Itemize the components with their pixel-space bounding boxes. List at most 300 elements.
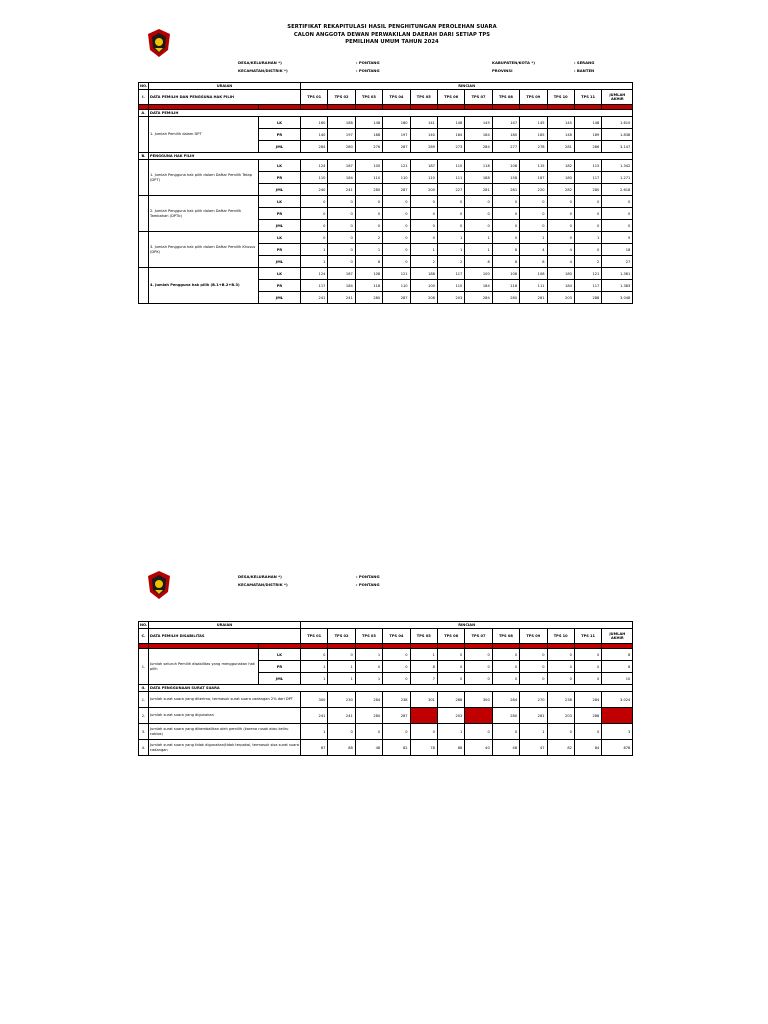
tps-value: 140 [301, 129, 328, 141]
tps-value: 286 [574, 141, 601, 153]
row-label: 1. Jumlah Pengguna hak pilih dalam Daftar Pemilih Tetap (DPT) [149, 160, 259, 196]
tps-value: 124 [301, 160, 328, 172]
section-no: I. [139, 90, 149, 105]
tps-value: 281 [492, 184, 519, 196]
kpu-logo-icon [146, 28, 172, 58]
tps-value: 0 [383, 661, 410, 673]
tps-value: 0 [410, 208, 437, 220]
header-jumlah-akhir: JUMLAH AKHIR [602, 629, 633, 644]
header-jumlah-akhir: JUMLAH AKHIR [602, 90, 633, 105]
tps-value: 8 [355, 256, 382, 268]
tps-value: 238 [383, 692, 410, 708]
tps-value: 0 [520, 649, 547, 661]
tps-value: 124 [301, 268, 328, 280]
tps-value: 0 [574, 196, 601, 208]
tps-value: 287 [383, 184, 410, 196]
row-label: Jumlah surat suara yang diterima, termasuk surat suara cadangan 2% dari DPT [149, 692, 301, 708]
tps-value: 0 [465, 208, 492, 220]
gender-label: JML [259, 256, 301, 268]
total-value: 9 [602, 232, 633, 244]
section-no: II. [139, 685, 149, 692]
provinsi-value: : BANTEN [574, 68, 595, 73]
tps-value: 1 [301, 256, 328, 268]
total-value: 1.381 [602, 268, 633, 280]
tps-value: 84 [574, 740, 601, 756]
section-row [139, 153, 633, 160]
row-no: 2. [139, 708, 149, 724]
gender-label: JML [259, 220, 301, 232]
tps-value: 0 [465, 220, 492, 232]
tps-value: 2 [355, 232, 382, 244]
tps-value: 0 [328, 208, 355, 220]
gender-label: PR [259, 208, 301, 220]
tps-value: 0 [492, 673, 519, 685]
tps-value: 108 [492, 160, 519, 172]
tps-value: 1 [465, 244, 492, 256]
tps-value: 0 [410, 220, 437, 232]
tps-value: 1 [301, 724, 328, 740]
row-no [139, 196, 149, 232]
header-tps: TPS 02 [328, 90, 355, 105]
tps-value: 288 [574, 708, 601, 724]
tps-value: 8 [465, 256, 492, 268]
tps-value: 0 [355, 220, 382, 232]
tps-value: 184 [465, 280, 492, 292]
row-label: 4. Jumlah Pengguna hak pilih (B.1+B.2+B.3) [149, 268, 259, 304]
tps-value: 0 [547, 649, 574, 661]
gender-label: LK [259, 232, 301, 244]
tps-value: 4 [520, 244, 547, 256]
tps-value: 0 [355, 196, 382, 208]
tps-value: 1 [520, 724, 547, 740]
total-value: 18 [602, 244, 633, 256]
tps-value: 0 [328, 649, 355, 661]
header-row [139, 622, 633, 629]
tps-value: 110 [383, 172, 410, 184]
tps-value: 281 [465, 184, 492, 196]
tps-value: 82 [383, 740, 410, 756]
tps-value: 0 [465, 661, 492, 673]
tps-value: 281 [547, 141, 574, 153]
tps-value: 110 [383, 280, 410, 292]
total-value: 27 [602, 256, 633, 268]
gender-label: JML [259, 184, 301, 196]
data-row [139, 232, 633, 244]
tps-value: 88 [437, 740, 464, 756]
row-label: 1. Jumlah Pemilih dalam DPT [149, 117, 259, 153]
tps-value: 0 [328, 232, 355, 244]
tps-value: 241 [301, 708, 328, 724]
tps-value: 0 [520, 661, 547, 673]
tps-value: 0 [383, 649, 410, 661]
header-tps: TPS 03 [355, 629, 382, 644]
header-tps: TPS 03 [355, 90, 382, 105]
header-no: NO. [140, 623, 148, 627]
tps-value: 200 [410, 184, 437, 196]
tps-value: 280 [355, 292, 382, 304]
data-row [139, 649, 633, 661]
tps-value: 108 [355, 268, 382, 280]
tps-value: 284 [301, 141, 328, 153]
total-value: 678 [602, 740, 633, 756]
tps-value: 110 [301, 172, 328, 184]
tps-value: 118 [492, 280, 519, 292]
tps-value: 240 [301, 184, 328, 196]
tps-value: 117 [574, 280, 601, 292]
tps-value: 184 [328, 280, 355, 292]
tps-value: 1 [301, 661, 328, 673]
tps-value: 197 [383, 129, 410, 141]
row-label: 3. Jumlah Pengguna hak pilih dalam Daftar Pemilih Khusus (DPK) [149, 232, 259, 268]
tps-value: 0 [574, 724, 601, 740]
desa-label: DESA/KELURAHAN *) [238, 60, 282, 65]
tps-value: 2 [437, 256, 464, 268]
tps-value: 0 [383, 232, 410, 244]
tps-value: 0 [492, 649, 519, 661]
desa-value: : PONTANG [356, 60, 380, 65]
kecamatan-label: KECAMATAN/DISTRIK *) [238, 582, 288, 587]
tps-value: 280 [492, 292, 519, 304]
header-tps: TPS 07 [465, 90, 492, 105]
gender-label: JML [259, 673, 301, 685]
tps-value: 287 [383, 141, 410, 153]
tps-value: 78 [410, 740, 437, 756]
gender-label: PR [259, 172, 301, 184]
row-no [139, 268, 149, 304]
tps-value: 8 [410, 661, 437, 673]
tps-value: 184 [328, 172, 355, 184]
tps-value: 0 [437, 673, 464, 685]
tps-value: 238 [547, 692, 574, 708]
total-value: 3.024 [602, 692, 633, 708]
gender-label: LK [259, 268, 301, 280]
header-row [139, 83, 633, 90]
header-tps: TPS 02 [328, 629, 355, 644]
section-row [139, 110, 633, 117]
tps-value: 115 [520, 160, 547, 172]
tps-value: 48 [492, 740, 519, 756]
kecamatan-value: : PONTANG [356, 68, 380, 73]
tps-value: 284 [574, 692, 601, 708]
section-row [139, 685, 633, 692]
tps-value: 184 [547, 280, 574, 292]
tps-value: 188 [355, 129, 382, 141]
tps-value: 0 [301, 220, 328, 232]
data-row [139, 160, 633, 172]
header-tps: TPS 07 [465, 629, 492, 644]
tps-value: 1 [355, 673, 382, 685]
kecamatan-value: : PONTANG [356, 582, 380, 587]
tps-value: 0 [301, 232, 328, 244]
header-tps: TPS 05 [410, 629, 437, 644]
tps-value: 40 [465, 740, 492, 756]
tps-value: 1 [355, 244, 382, 256]
tps-value: 111 [437, 172, 464, 184]
tps-value: 0 [520, 673, 547, 685]
tps-value: 273 [437, 141, 464, 153]
tps-value: 0 [328, 244, 355, 256]
header-tps: TPS 09 [520, 90, 547, 105]
tps-value: 1 [465, 232, 492, 244]
tps-value: 187 [410, 160, 437, 172]
tps-value: 1 [574, 232, 601, 244]
total-value: 1.610 [602, 117, 633, 129]
tps-value: 108 [492, 268, 519, 280]
total-value: 1.383 [602, 280, 633, 292]
tps-value: 100 [410, 280, 437, 292]
tps-value: 208 [410, 708, 437, 724]
tps-value: 0 [301, 649, 328, 661]
tps-value: 121 [574, 268, 601, 280]
tps-value: 0 [437, 208, 464, 220]
data-row [139, 268, 633, 280]
page-2 [0, 560, 768, 800]
tps-value: 288 [574, 292, 601, 304]
tps-value: 1 [437, 244, 464, 256]
row-no [139, 232, 149, 268]
tps-value: 7 [410, 673, 437, 685]
tps-value: 148 [547, 129, 574, 141]
tps-value: 0 [574, 220, 601, 232]
tps-value: 230 [328, 692, 355, 708]
total-value: 3 [602, 724, 633, 740]
tps-value: 241 [301, 292, 328, 304]
tps-value: 0 [547, 673, 574, 685]
header-rincian: RINCIAN [301, 622, 633, 629]
tps-value: 4 [547, 256, 574, 268]
tps-value: 278 [520, 141, 547, 153]
gender-label: JML [259, 292, 301, 304]
header-tps: TPS 11 [574, 629, 601, 644]
gender-label: LK [259, 117, 301, 129]
tps-value: 0 [410, 232, 437, 244]
tps-value: 0 [328, 220, 355, 232]
tps-value: 0 [410, 724, 437, 740]
tps-value: 284 [355, 692, 382, 708]
tps-value: 0 [492, 724, 519, 740]
surat-row [139, 740, 633, 756]
recap-table-1 [138, 82, 633, 304]
tps-value: 0 [355, 208, 382, 220]
tps-value: 188 [410, 268, 437, 280]
kabupaten-value: : SERANG [574, 60, 595, 65]
header-uraian: URAIAN [149, 83, 301, 90]
tps-value: 8 [492, 256, 519, 268]
gender-label: JML [259, 141, 301, 153]
tps-value: 0 [437, 196, 464, 208]
tps-value: 288 [437, 692, 464, 708]
tps-value: 100 [465, 268, 492, 280]
section-no: A. [139, 110, 149, 117]
tps-value: 280 [492, 708, 519, 724]
tps-value: 185 [520, 129, 547, 141]
tps-value: 115 [574, 160, 601, 172]
tps-value: 0 [574, 244, 601, 256]
tps-value: 48 [355, 740, 382, 756]
tps-value: 1 [301, 673, 328, 685]
tps-value: 160 [301, 117, 328, 129]
row-label: Jumlah surat suara yang dikembalikan oleh pemilih (karena rusak atau keliru coblos) [149, 724, 301, 740]
header-no: NO. [140, 84, 148, 88]
tps-value: 1 [410, 244, 437, 256]
tps-value: 1 [328, 661, 355, 673]
row-label: Jumlah surat suara yang tidak digunakan/tidak terpakai, termasuk sisa surat suara cadangan [149, 740, 301, 756]
tps-value: 0 [520, 196, 547, 208]
tps-value: 280 [328, 141, 355, 153]
total-value: 10 [602, 673, 633, 685]
tps-header-row [139, 90, 633, 105]
tps-value: 0 [547, 220, 574, 232]
tps-value: 280 [355, 708, 382, 724]
tps-value: 1 [355, 649, 382, 661]
tps-value: 0 [437, 220, 464, 232]
total-value: 2.618 [602, 184, 633, 196]
tps-value: 121 [383, 268, 410, 280]
total-value: 3.147 [602, 141, 633, 153]
section-no: C. [139, 629, 149, 644]
tps-value: 0 [547, 724, 574, 740]
tps-value: 148 [437, 117, 464, 129]
tps-value: 117 [437, 268, 464, 280]
header-tps: TPS 06 [437, 629, 464, 644]
tps-value: 180 [492, 129, 519, 141]
tps-value: 145 [520, 117, 547, 129]
data-row [139, 117, 633, 129]
tps-value: 0 [383, 196, 410, 208]
kecamatan-label: KECAMATAN/DISTRIK *) [238, 68, 288, 73]
gender-label: LK [259, 649, 301, 661]
tps-value: 287 [383, 292, 410, 304]
tps-value: 189 [574, 129, 601, 141]
total-value: 0 [602, 220, 633, 232]
tps-value: 110 [410, 172, 437, 184]
tps-value: 0 [547, 232, 574, 244]
gender-label: PR [259, 129, 301, 141]
tps-value: 1 [520, 232, 547, 244]
tps-value: 187 [328, 268, 355, 280]
tps-value: 148 [574, 117, 601, 129]
total-value: 8 [602, 661, 633, 673]
tps-value: 284 [465, 708, 492, 724]
tps-value: 203 [547, 292, 574, 304]
tps-value: 287 [383, 708, 410, 724]
tps-value: 184 [437, 129, 464, 141]
tps-value: 184 [465, 129, 492, 141]
tps-value: 289 [410, 141, 437, 153]
surat-row [139, 692, 633, 708]
total-value: 0 [602, 196, 633, 208]
tps-value: 220 [520, 184, 547, 196]
total-value: 1.271 [602, 172, 633, 184]
tps-value: 300 [465, 692, 492, 708]
header-tps: TPS 10 [547, 90, 574, 105]
tps-value: 281 [520, 292, 547, 304]
tps-value: 0 [328, 196, 355, 208]
row-label: Jumlah seluruh Pemilih disabilitas yang menggunakan hak pilih [149, 649, 259, 685]
header-tps: TPS 11 [574, 90, 601, 105]
surat-row [139, 724, 633, 740]
tps-value: 0 [383, 208, 410, 220]
tps-value: 47 [520, 740, 547, 756]
total-value: 1.342 [602, 160, 633, 172]
tps-value: 117 [301, 280, 328, 292]
tps-value: 158 [492, 172, 519, 184]
gender-label: PR [259, 244, 301, 256]
tps-value: 140 [410, 129, 437, 141]
tps-header-row [139, 629, 633, 644]
tps-value: 187 [520, 172, 547, 184]
tps-value: 110 [437, 160, 464, 172]
provinsi-label: PROVINSI [492, 68, 513, 73]
tps-value: 180 [547, 268, 574, 280]
tps-value: 203 [437, 292, 464, 304]
tps-value: 188 [465, 172, 492, 184]
tps-value: 270 [520, 692, 547, 708]
tps-value: 108 [520, 268, 547, 280]
section-label: PENGGUNA HAK PILIH [149, 153, 633, 160]
tps-value: 121 [383, 160, 410, 172]
tps-value: 0 [465, 196, 492, 208]
title-line-2: CALON ANGGOTA DEWAN PERWAKILAN DAERAH DARI SETIAP TPS [293, 31, 491, 38]
tps-value: 0 [547, 661, 574, 673]
tps-value: 0 [355, 724, 382, 740]
data-row [139, 196, 633, 208]
tps-value: 188 [328, 117, 355, 129]
tps-value: 1 [437, 232, 464, 244]
tps-value: 111 [520, 280, 547, 292]
tps-value: 0 [465, 649, 492, 661]
tps-value: 0 [574, 208, 601, 220]
tps-value: 0 [492, 661, 519, 673]
tps-value: 301 [410, 692, 437, 708]
total-value: 0 [602, 208, 633, 220]
header-tps: TPS 06 [437, 90, 464, 105]
tps-value: 0 [574, 673, 601, 685]
row-no: 3. [139, 724, 149, 740]
tps-value: 87 [301, 740, 328, 756]
tps-value: 0 [301, 208, 328, 220]
row-no [139, 117, 149, 153]
tps-value: 241 [328, 292, 355, 304]
tps-value: 147 [492, 117, 519, 129]
tps-value: 118 [465, 160, 492, 172]
section-label: DATA PENGGUNAAN SURAT SUARA [149, 685, 633, 692]
tps-value: 241 [328, 708, 355, 724]
header-uraian: URAIAN [149, 622, 301, 629]
header-tps: TPS 08 [492, 629, 519, 644]
kpu-logo-icon [146, 570, 172, 600]
tps-value: 0 [383, 673, 410, 685]
gender-label: PR [259, 280, 301, 292]
header-tps: TPS 04 [383, 90, 410, 105]
tps-value: 110 [437, 280, 464, 292]
tps-value: 0 [383, 220, 410, 232]
tps-value: 141 [410, 117, 437, 129]
tps-value: 203 [437, 708, 464, 724]
tps-value: 282 [547, 184, 574, 196]
tps-value: 100 [355, 160, 382, 172]
section-label: DATA PEMILIH DAN PENGGUNA HAK PILIH [149, 90, 301, 105]
tps-value: 148 [355, 117, 382, 129]
tps-value: 187 [328, 160, 355, 172]
tps-value: 284 [465, 292, 492, 304]
tps-value: 227 [437, 184, 464, 196]
gender-label: LK [259, 160, 301, 172]
tps-value: 0 [437, 661, 464, 673]
tps-value: 1 [301, 244, 328, 256]
header-tps: TPS 01 [301, 90, 328, 105]
tps-value: 0 [492, 208, 519, 220]
